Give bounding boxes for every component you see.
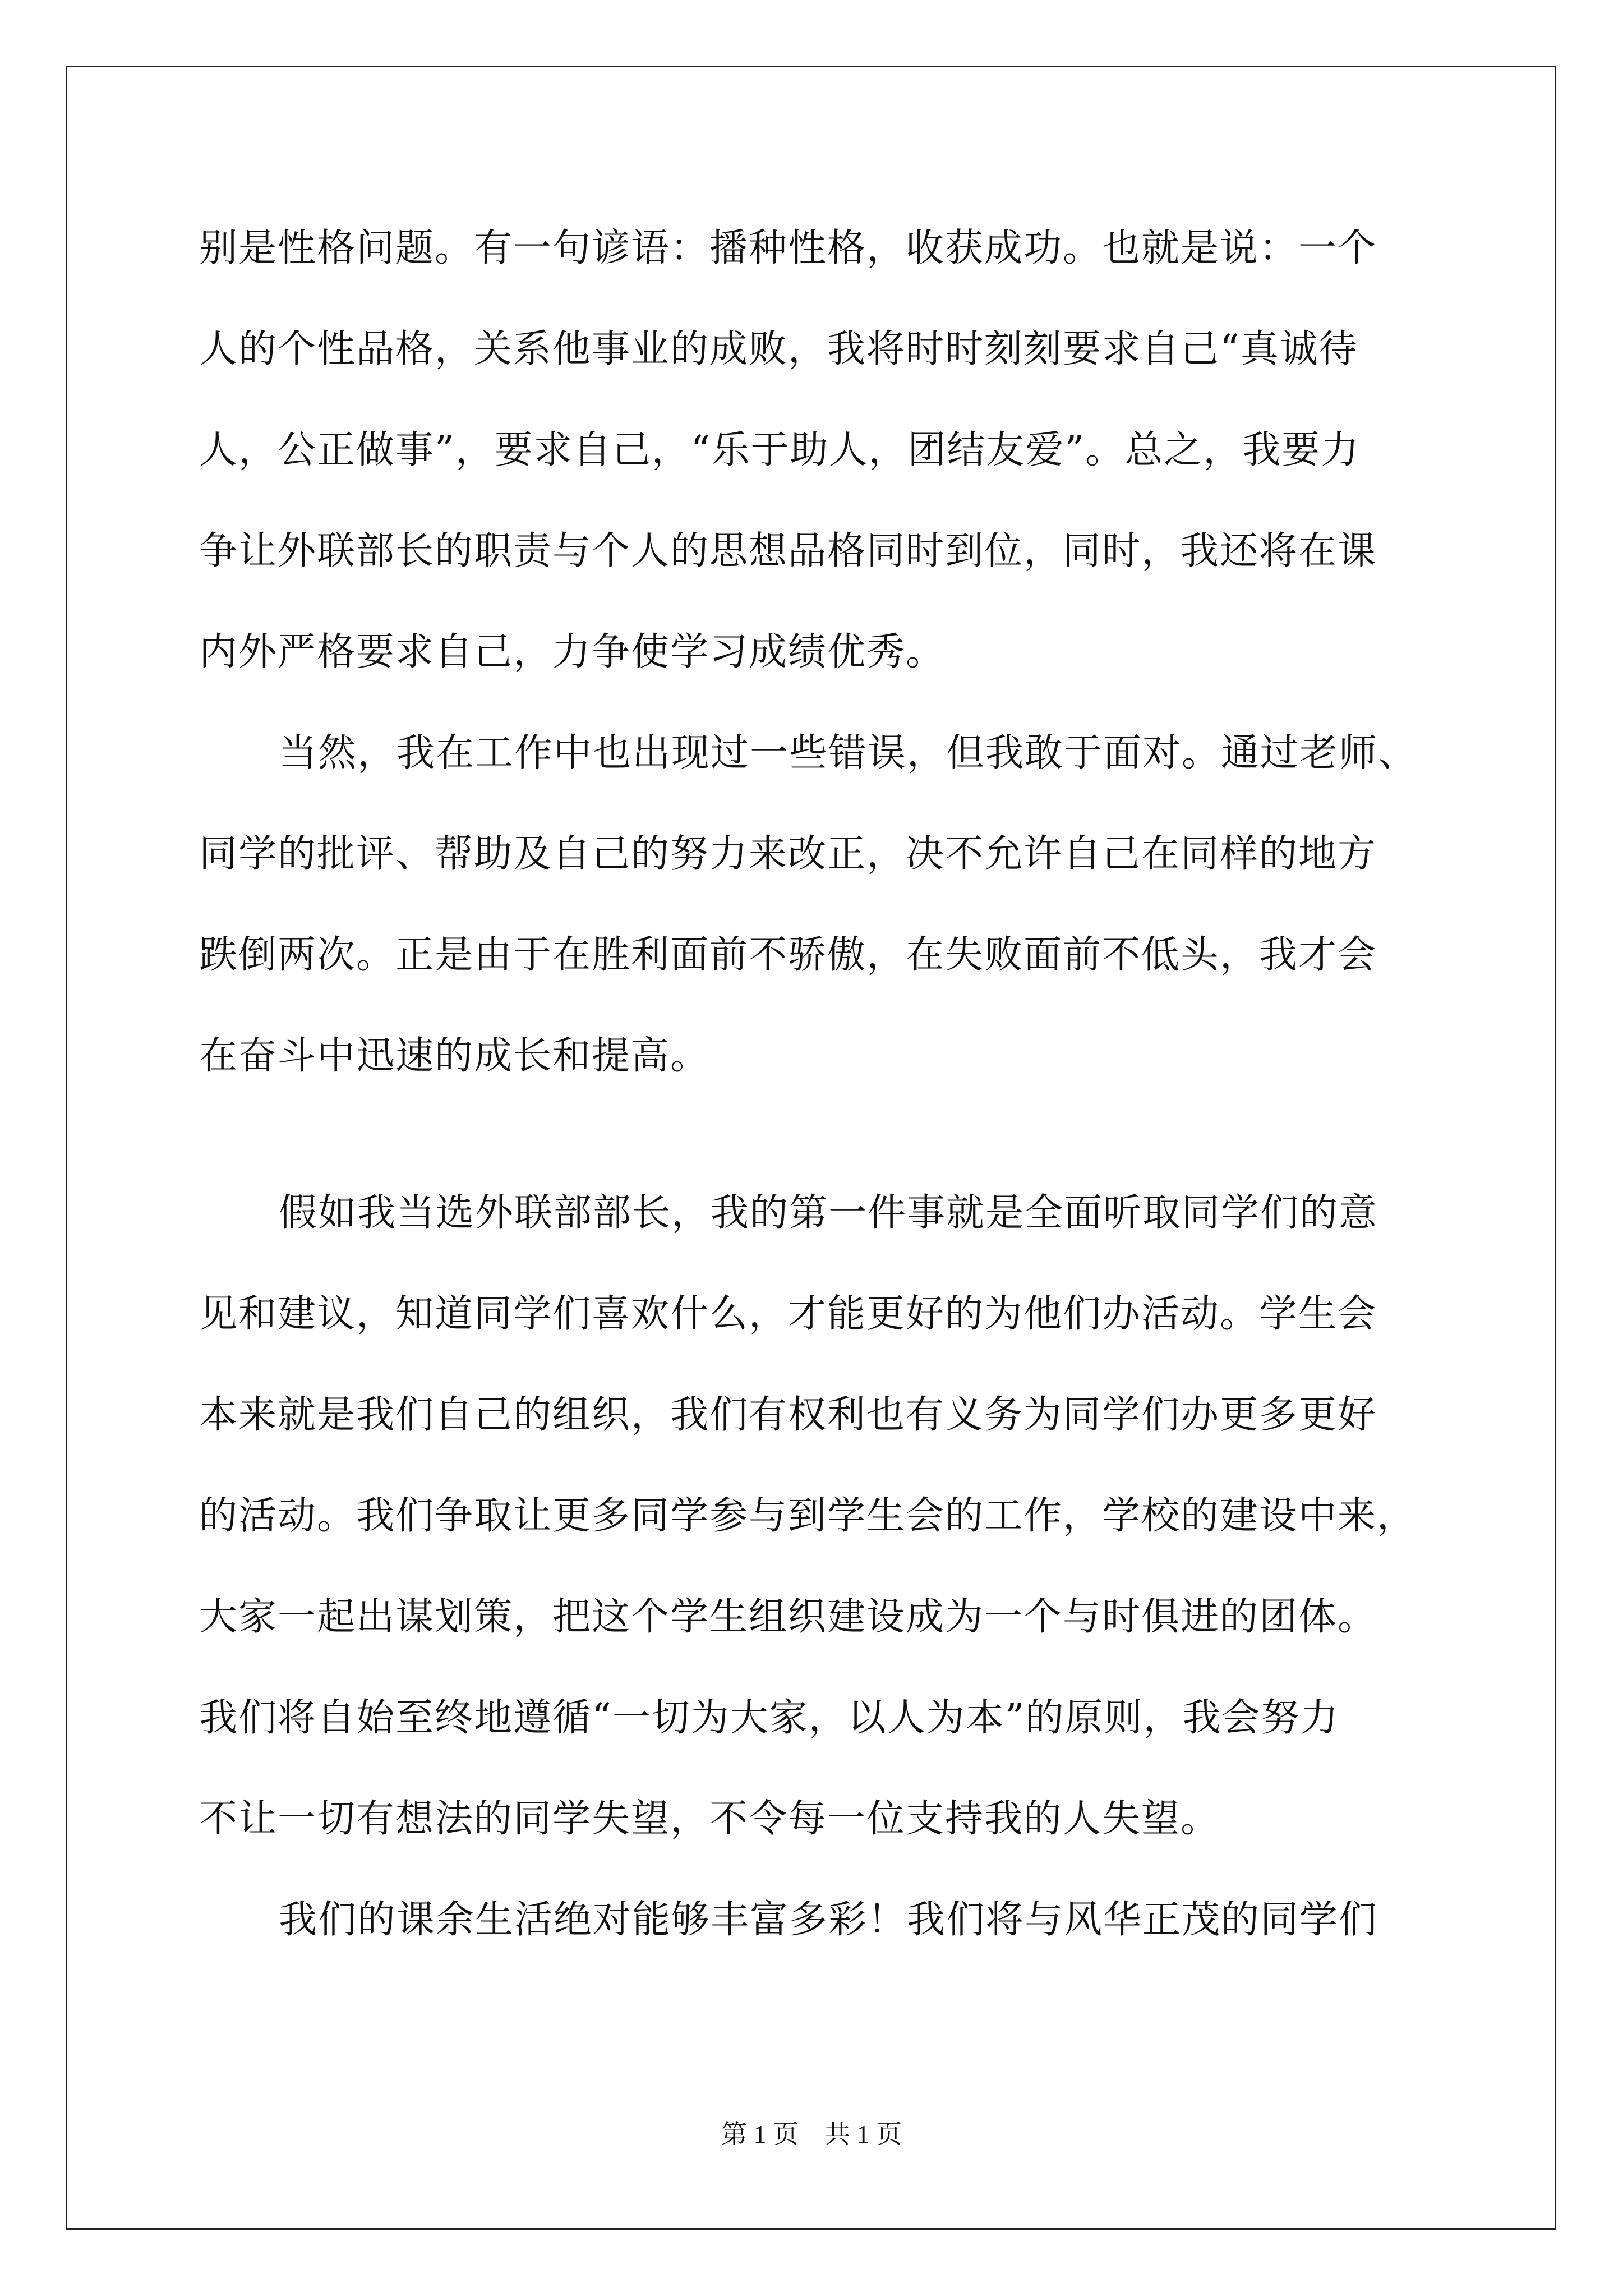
text-line: 人，公正做事”，要求自己，“乐于助人，团结友爱”。总之，我要力 xyxy=(199,428,1361,472)
text-line: 人的个性品格，关系他事业的成败，我将时时刻刻要求自己“真诚待 xyxy=(199,327,1358,371)
text-line: 我们将自始至终地遵循“一切为大家，以人为本”的原则，我会努力 xyxy=(199,1696,1340,1740)
text-line: 内外严格要求自己，力争使学习成绩优秀。 xyxy=(199,630,946,674)
text-line: 争让外联部长的职责与个人的思想品格同时到位，同时，我还将在课 xyxy=(199,529,1377,573)
paragraph-first-line: 假如我当选外联部部长，我的第一件事就是全面听取同学们的意 xyxy=(279,1191,1378,1235)
text-line: 见和建议，知道同学们喜欢什么，才能更好的为他们办活动。学生会 xyxy=(199,1292,1377,1336)
text-line: 大家一起出谋划策，把这个学生组织建设成为一个与时俱进的团体。 xyxy=(199,1595,1377,1639)
text-line: 跌倒两次。正是由于在胜利面前不骄傲，在失败面前不低头，我才会 xyxy=(199,933,1377,977)
paragraph-first-line: 当然，我在工作中也出现过一些错误，但我敢于面对。通过老师、 xyxy=(279,731,1418,775)
text-line: 本来就是我们自己的组织，我们有权利也有义务为同学们办更多更好 xyxy=(199,1393,1377,1437)
text-line: 不让一切有想法的同学失望，不令每一位支持我的人失望。 xyxy=(199,1797,1220,1841)
text-line: 同学的批评、帮助及自己的努力来改正，决不允许自己在同样的地方 xyxy=(199,832,1377,876)
text-line: 的活动。我们争取让更多同学参与到学生会的工作，学校的建设中来， xyxy=(199,1494,1417,1538)
text-line: 在奋斗中迅速的成长和提高。 xyxy=(199,1034,710,1078)
text-line: 别是性格问题。有一句谚语：播种性格，收获成功。也就是说：一个 xyxy=(199,226,1377,270)
page-number-footer: 第 1 页 共 1 页 xyxy=(721,2120,902,2148)
paragraph-first-line: 我们的课余生活绝对能够丰富多彩！我们将与风华正茂的同学们 xyxy=(279,1898,1378,1942)
